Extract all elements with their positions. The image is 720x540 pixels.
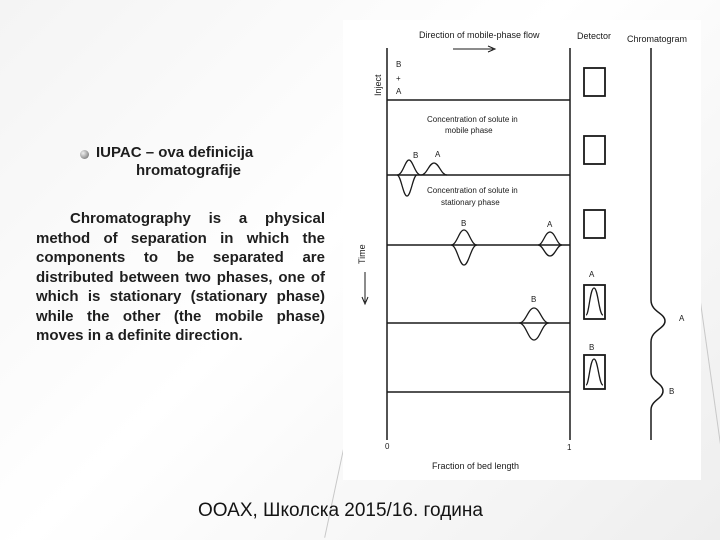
bed-length-tick-1: 1	[567, 443, 572, 452]
conc-mobile-line-1: Concentration of solute in	[427, 115, 518, 124]
step2-label-b: B	[461, 219, 467, 228]
chromatogram-label-b: B	[669, 387, 675, 396]
step1-label-b: B	[413, 151, 419, 160]
step1-stationary-peak	[397, 175, 417, 196]
heading-line-1: IUPAC – ova definicija	[96, 144, 254, 161]
detector-box-1	[584, 68, 605, 96]
inject-label-b: B	[396, 60, 402, 69]
detector-label-a: A	[589, 270, 595, 279]
step2-peak-a	[538, 232, 562, 256]
chromatogram-trace	[651, 48, 665, 440]
step3-label-b: B	[531, 295, 537, 304]
detector-box-3	[584, 210, 605, 238]
conc-stationary-line-1: Concentration of solute in	[427, 186, 518, 195]
stationary-phase-concentration-label	[427, 186, 520, 207]
heading-line-2: hromatografije	[136, 162, 242, 179]
step2-peak-b	[451, 230, 477, 265]
slide-footer: ООАХ, Школска 2015/16. година	[198, 500, 483, 521]
time-axis-label: Time	[357, 244, 367, 264]
step3-peak-b	[519, 308, 549, 340]
bed-length-axis-label: Fraction of bed length	[432, 461, 520, 471]
inject-label-plus: +	[396, 74, 401, 83]
step1-label-a: A	[435, 150, 441, 159]
chromatography-diagram	[343, 20, 701, 480]
bullet-icon	[80, 150, 89, 159]
definition-text: Chromatography is a physical method of separation in which the components to be separated are distributed between two phases, one of which is stationary (stationary phase) while the other (the mobile phase) moves in a definite direction.	[36, 210, 325, 344]
conc-mobile-line-2: mobile phase	[445, 126, 493, 135]
detector-box	[584, 68, 605, 389]
flow-direction-label: Direction of mobile-phase flow	[419, 30, 540, 40]
chromatogram-label-a: A	[679, 314, 685, 323]
step2-label-a: A	[547, 220, 553, 229]
chromatogram-label: Chromatogram	[627, 34, 688, 44]
detector-label: Detector	[577, 31, 612, 41]
inject-label: Inject	[373, 74, 383, 96]
bed-length-tick-0: 0	[385, 442, 390, 451]
detector-label-b: B	[589, 343, 595, 352]
detector-box-2	[584, 136, 605, 164]
mobile-phase-concentration-label	[427, 115, 520, 135]
step1-mobile-peak	[397, 160, 447, 175]
inject-label-a: A	[396, 87, 402, 96]
conc-stationary-line-2: stationary phase	[441, 198, 500, 207]
